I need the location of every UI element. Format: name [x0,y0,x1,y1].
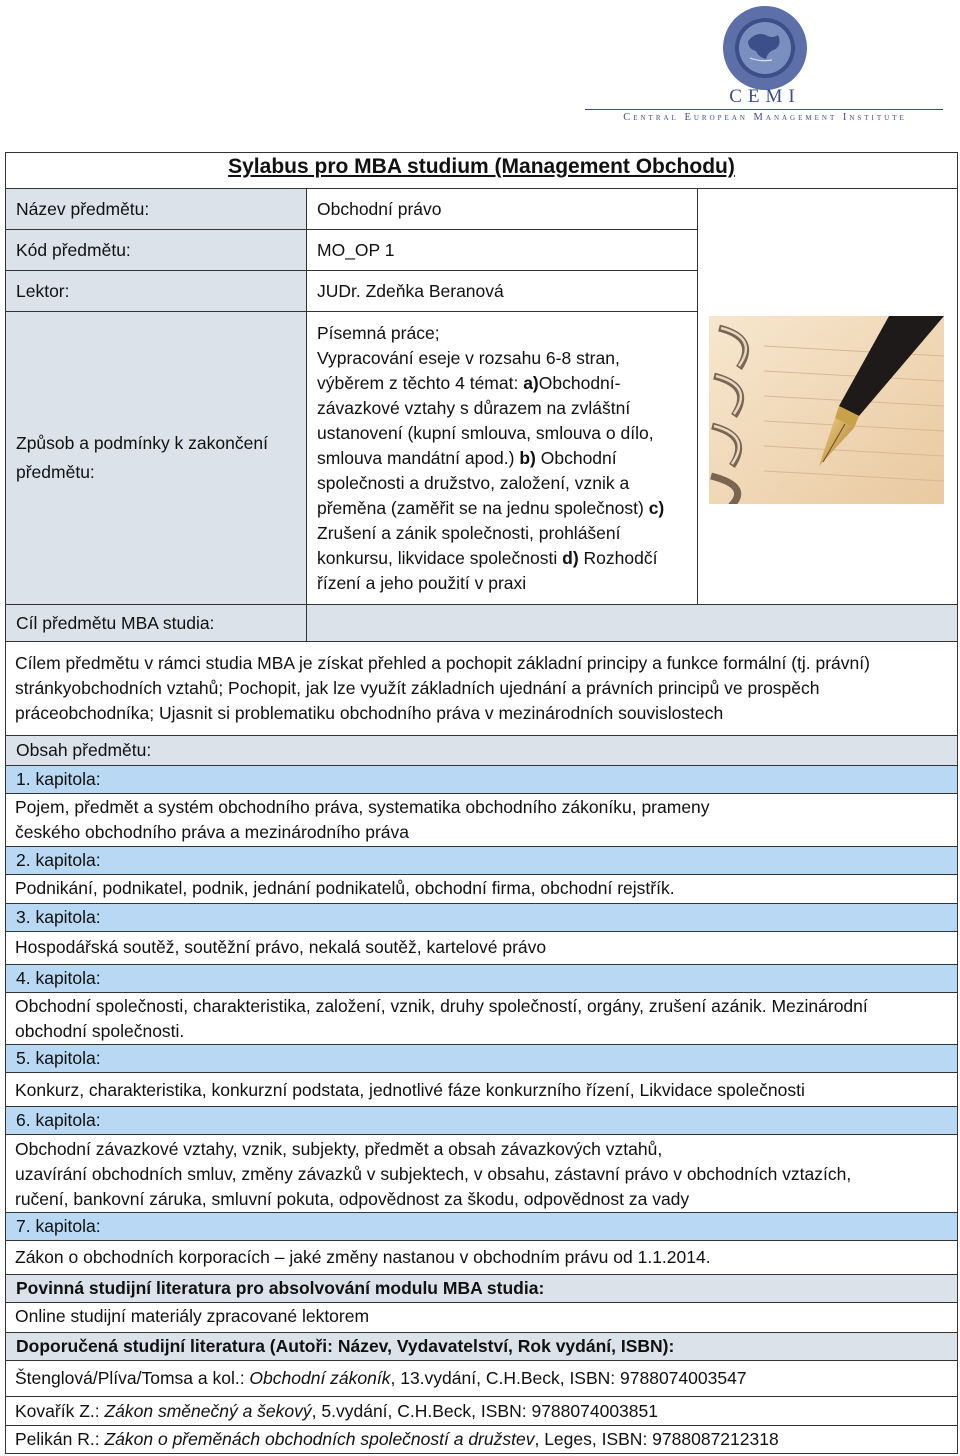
logo-full-name: Central European Management Institute [623,112,907,123]
cil-label-band [307,605,957,641]
obsah-label: Obsah předmětu: [6,736,957,765]
grid-line [5,1240,958,1241]
grid-line [5,641,958,642]
grid-line [5,992,958,993]
pen-notebook-image [709,316,944,504]
kod-label: Kód předmětu: [6,230,306,270]
literature-item: Štenglová/Plíva/Tomsa a kol.: Obchodní zákoník, 13.vydání, C.H.Beck, ISBN: 9788074003547 [15,1368,747,1388]
povinna-value: Online studijní materiály zpracované lektorem [15,1306,370,1326]
zpusob-value [317,321,697,596]
povinna-label: Povinná studijní literatura pro absolvování modulu MBA studia: [6,1274,957,1302]
page-title: Sylabus pro MBA studium (Management Obchodu) [228,155,735,178]
zpusob-line: společnosti a družstvo, založení, vznik a [317,473,630,493]
lektor-label: Lektor: [6,271,306,311]
grid-line [5,903,958,904]
zpusob-line: výběrem z těchto 4 témat: a)Obchodní- [317,373,621,393]
grid-line [5,188,958,189]
zpusob-label [6,312,306,604]
grid-line [306,188,307,641]
chapter-2-label: 2. kapitola: [6,846,957,874]
lektor-value: JUDr. Zdeňka Beranová [317,280,504,301]
chapter-6-text: Obchodní závazkové vztahy, vznik, subjekty, předmět a obsah závazkových vztahů, uzavírání obchodních smluv, změny závazků v subjektech, v obsahu, zástavní právo v obchodních vztazích, ručení, bankovní záruka, smluvní pokuta, odpovědnost za škodu, odpovědnost za vady [15,1139,852,1209]
nazev-label: Název předmětu: [6,189,306,229]
zpusob-label-text: Způsob a podmínky k zakončení předmětu: [16,433,268,482]
grid-line [5,1106,958,1107]
zpusob-line: Vypracování eseje v rozsahu 6-8 stran, [317,348,620,368]
grid-line [5,604,958,605]
zpusob-line: závazkové vztahy s důrazem na zvláštní [317,398,631,418]
grid-line [5,793,958,794]
cil-line: práceobchodníka; Ujasnit si problematiku obchodního práva v mezinárodních souvislostech [15,703,724,723]
zpusob-line: přeměna (zaměřit se na jednu společnost) c) [317,498,665,518]
grid-line [5,1044,958,1045]
cil-line: stránkyobchodních vztahů; Pochopit, jak lze využít základních ujednání a právních principů ve prospěch [15,678,820,698]
zpusob-line: řízení a jeho použití v praxi [317,573,527,593]
chapter-1-text: Pojem, předmět a systém obchodního práva, systematika obchodního zákoníku, prameny českého obchodního práva a mezinárodního práva [15,797,710,842]
cil-line: Cílem předmětu v rámci studia MBA je získat přehled a pochopit základní principy a funkce formální (tj. právní) [15,653,870,673]
grid-line [5,1134,958,1135]
chapter-5-label: 5. kapitola: [6,1044,957,1072]
zpusob-line: konkursu, likvidace společnosti d) Rozhodčí [317,548,658,568]
chapter-1-label: 1. kapitola: [6,765,957,793]
literature-item: Pelikán R.: Zákon o přeměnách obchodních společností a družstev, Leges, ISBN: 9788087212318 [15,1429,779,1449]
chapter-4-label: 4. kapitola: [6,964,957,992]
grid-line [5,1360,958,1361]
cemi-logo [585,0,945,130]
chapter-3-label: 3. kapitola: [6,903,957,931]
grid-line [5,229,698,230]
grid-line [5,270,698,271]
zpusob-line: smlouva mandátní apod.) b) Obchodní [317,448,617,468]
zpusob-line: ustanovení (kupní smlouva, smlouva o dílo, [317,423,654,443]
cil-value [15,651,950,726]
zpusob-line: Písemná práce; [317,323,440,343]
doporucena-label: Doporučená studijní literatura (Autoři: Název, Vydavatelství, Rok vydání, ISBN): [6,1332,957,1360]
grid-line [5,765,958,766]
chapter-7-text: Zákon o obchodních korporacích – jaké změny nastanou v obchodním právu od 1.1.2014. [15,1247,711,1267]
grid-line [5,311,698,312]
globe-seal-icon [720,3,810,93]
nazev-value: Obchodní právo [317,198,442,219]
cil-label: Cíl předmětu MBA studia: [6,605,306,641]
grid-line [5,1302,958,1303]
grid-line [5,1332,958,1333]
grid-line [5,1072,958,1073]
kod-value: MO_OP 1 [317,239,395,260]
grid-line [5,1212,958,1213]
grid-line [697,188,698,604]
chapter-6-label: 6. kapitola: [6,1106,957,1134]
grid-line [5,931,958,932]
grid-line [5,1396,958,1397]
chapter-7-label: 7. kapitola: [6,1212,957,1240]
chapter-3-text: Hospodářská soutěž, soutěžní právo, nekalá soutěž, kartelové právo [15,937,547,957]
chapter-2-text: Podnikání, podnikatel, podnik, jednání podnikatelů, obchodní firma, obchodní rejstřík. [15,878,675,898]
grid-line [5,1425,958,1426]
logo-rule [585,109,943,110]
chapter-4-text: Obchodní společnosti, charakteristika, založení, vznik, druhy společností, orgány, zrušení azánik. Mezinárodní obchodní společnosti. [15,996,868,1041]
grid-line [5,1274,958,1275]
logo-abbr: CEMI [729,86,801,107]
grid-line [5,846,958,847]
zpusob-line: Zrušení a zánik společnosti, prohlášení [317,523,621,543]
grid-line [5,874,958,875]
literature-item: Kovařík Z.: Zákon směnečný a šekový, 5.vydání, C.H.Beck, ISBN: 9788074003851 [15,1401,658,1421]
grid-line [5,964,958,965]
chapter-5-text: Konkurz, charakteristika, konkurzní podstata, jednotlivé fáze konkurzního řízení, Likvidace společnosti [15,1080,805,1100]
grid-line [5,735,958,736]
